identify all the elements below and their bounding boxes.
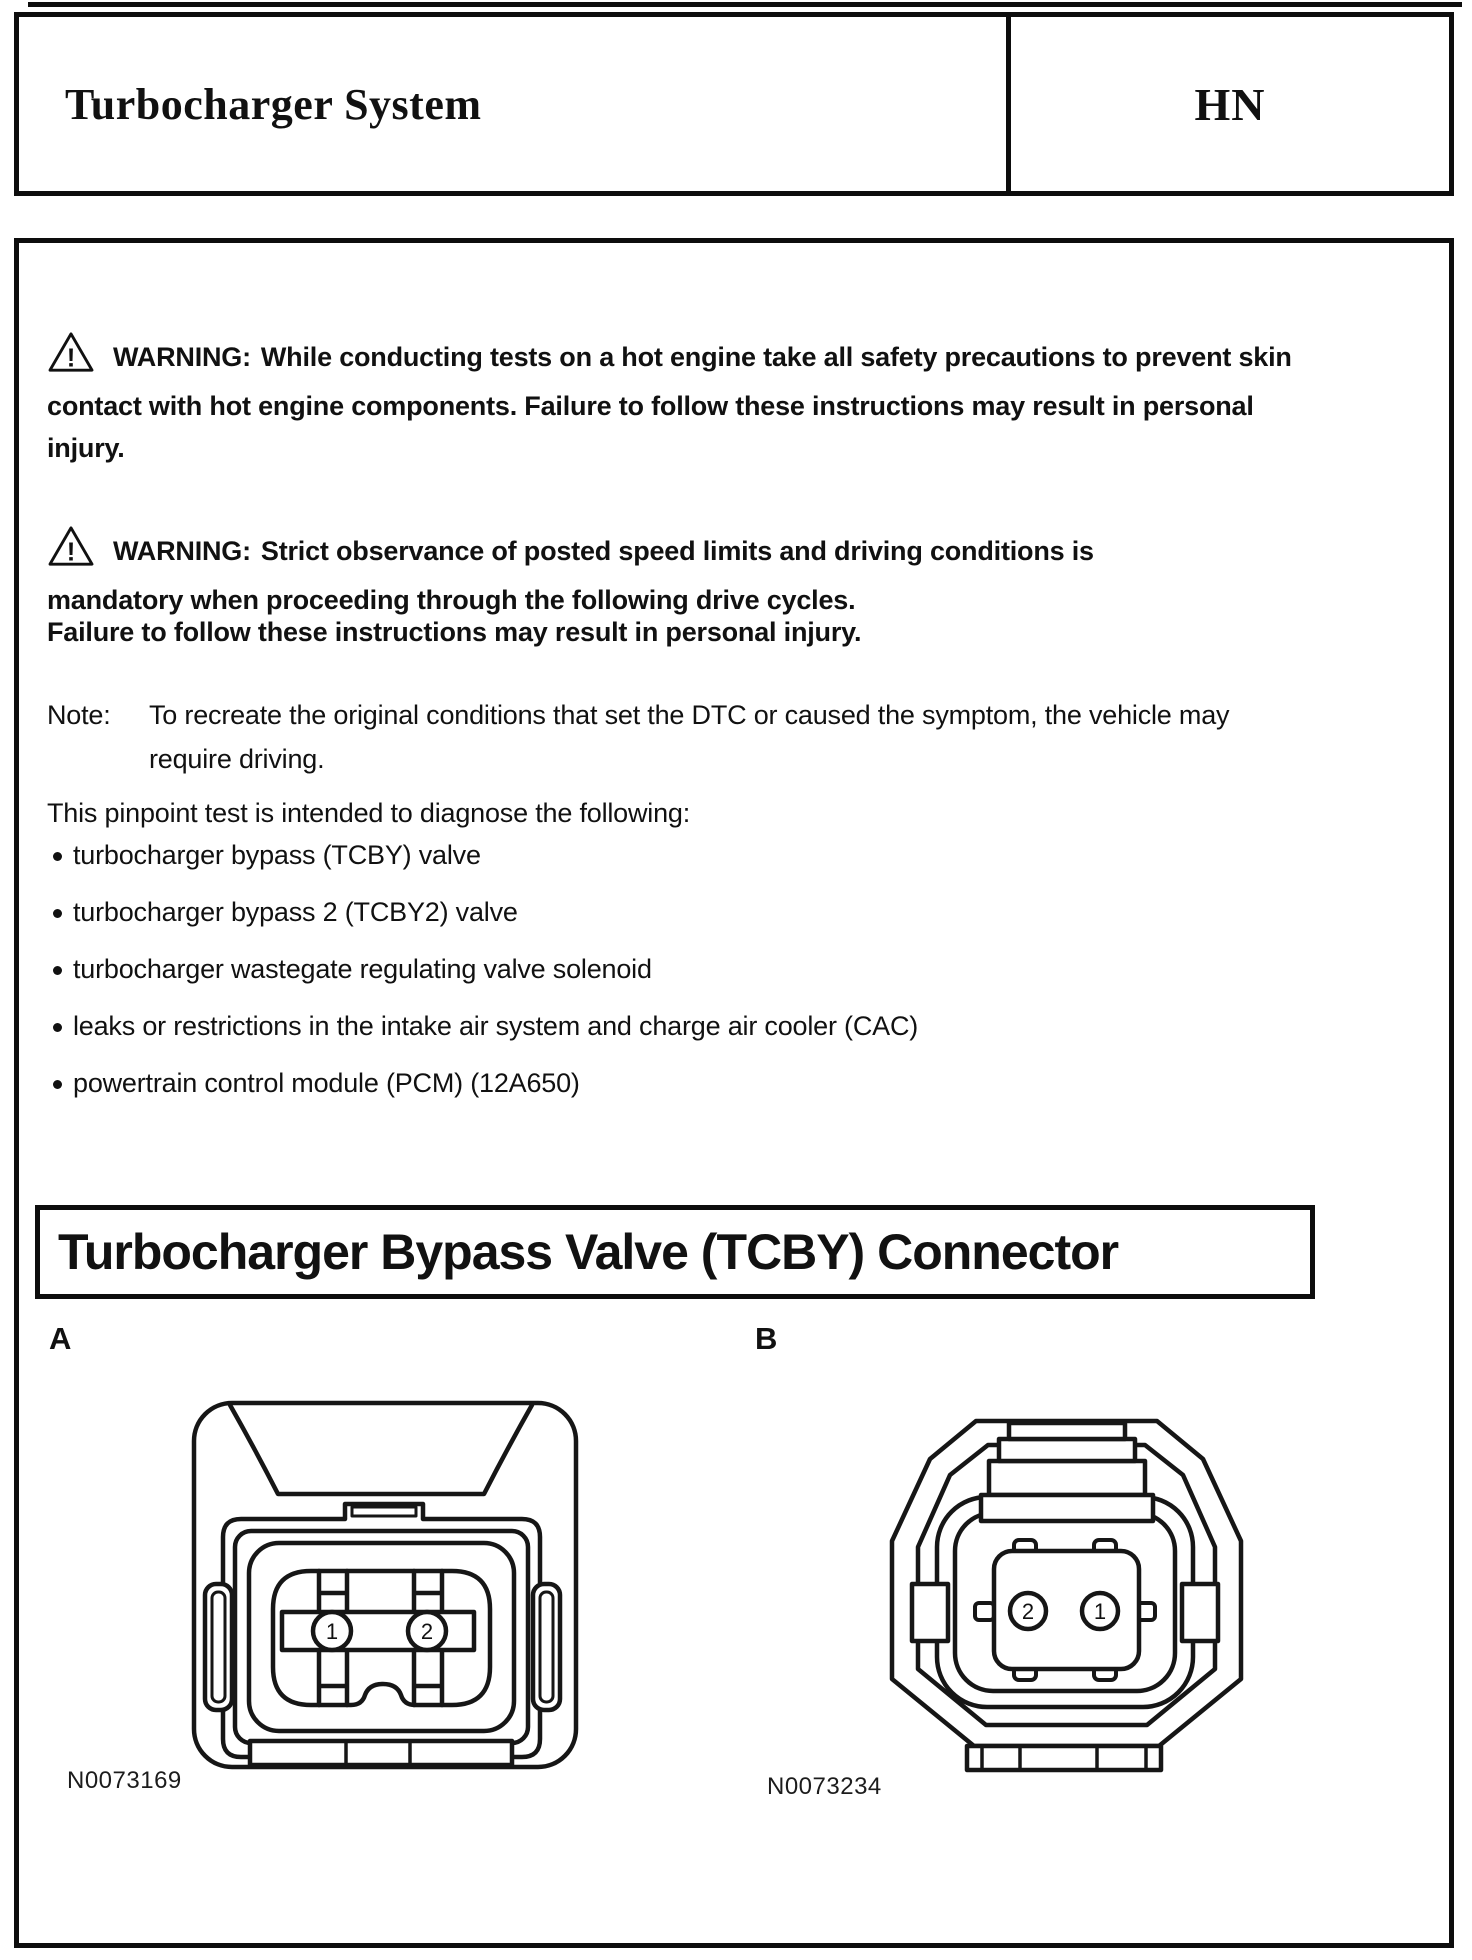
- section-heading: Turbocharger Bypass Valve (TCBY) Connector: [58, 1224, 1119, 1280]
- diagnosis-list: [53, 839, 1413, 1124]
- bullet-icon: [53, 909, 62, 918]
- connector-b-pin-left: 2: [1021, 1599, 1035, 1624]
- bullet-icon: [53, 966, 62, 975]
- svg-text:!: !: [66, 344, 76, 373]
- figure-b-caption: N0073234: [767, 1773, 882, 1800]
- list-item-text: turbocharger bypass 2 (TCBY2) valve: [73, 897, 518, 927]
- header-code-cell: [1011, 17, 1449, 191]
- list-item: [53, 839, 1413, 872]
- warning-label: WARNING:: [113, 342, 251, 372]
- note-block: [47, 693, 1259, 781]
- connector-b-pin-right: 1: [1093, 1599, 1107, 1624]
- list-item: [53, 1010, 1413, 1043]
- bullet-icon: [53, 1080, 62, 1089]
- list-item-text: turbocharger bypass (TCBY) valve: [73, 840, 481, 870]
- warning-text: While conducting tests on a hot engine take all safety precautions to prevent skin contact with hot engine components. Failure to follow these instructions may result in personal injury.: [47, 342, 1292, 463]
- intro-line: This pinpoint test is intended to diagnose the following:: [47, 798, 691, 828]
- header-box: [14, 12, 1454, 196]
- list-item-text: powertrain control module (PCM) (12A650): [73, 1068, 580, 1098]
- bullet-icon: [53, 1023, 62, 1032]
- note-text: To recreate the original conditions that set the DTC or caused the symptom, the vehicle may require driving.: [149, 700, 1230, 774]
- svg-text:!: !: [66, 538, 76, 567]
- content-box: [14, 238, 1454, 1948]
- header-title-cell: [19, 17, 1011, 191]
- connector-a-pin-right: 2: [420, 1619, 434, 1644]
- connector-b-diagram: [857, 1407, 1253, 1784]
- list-item: [53, 896, 1413, 929]
- section-heading-box: [35, 1205, 1315, 1299]
- section-code: HN: [1194, 78, 1266, 130]
- connector-a-diagram: [149, 1395, 587, 1780]
- connector-a-pin-left: 1: [325, 1619, 339, 1644]
- figure-a-caption: N0073169: [67, 1767, 182, 1794]
- figure-b-label: B: [755, 1321, 778, 1356]
- warning-triangle-icon: [47, 525, 95, 579]
- page-top-rule: [28, 2, 1462, 7]
- warning-block-1: [47, 331, 1297, 469]
- note-label: Note:: [47, 700, 111, 730]
- warning-label: WARNING:: [113, 536, 251, 566]
- warning-triangle-icon: [47, 331, 95, 385]
- page-title: Turbocharger System: [65, 79, 482, 129]
- figure-a-label: A: [49, 1321, 72, 1356]
- warning-block-2: [47, 525, 1207, 621]
- list-item-text: leaks or restrictions in the intake air system and charge air cooler (CAC): [73, 1011, 919, 1041]
- warning-followup: Failure to follow these instructions may result in personal injury.: [47, 617, 862, 647]
- bullet-icon: [53, 852, 62, 861]
- list-item: [53, 953, 1413, 986]
- list-item: [53, 1067, 1413, 1100]
- list-item-text: turbocharger wastegate regulating valve solenoid: [73, 954, 652, 984]
- warning-text: Strict observance of posted speed limits and driving conditions is mandatory when proceeding through the following drive cycles.: [47, 536, 1094, 615]
